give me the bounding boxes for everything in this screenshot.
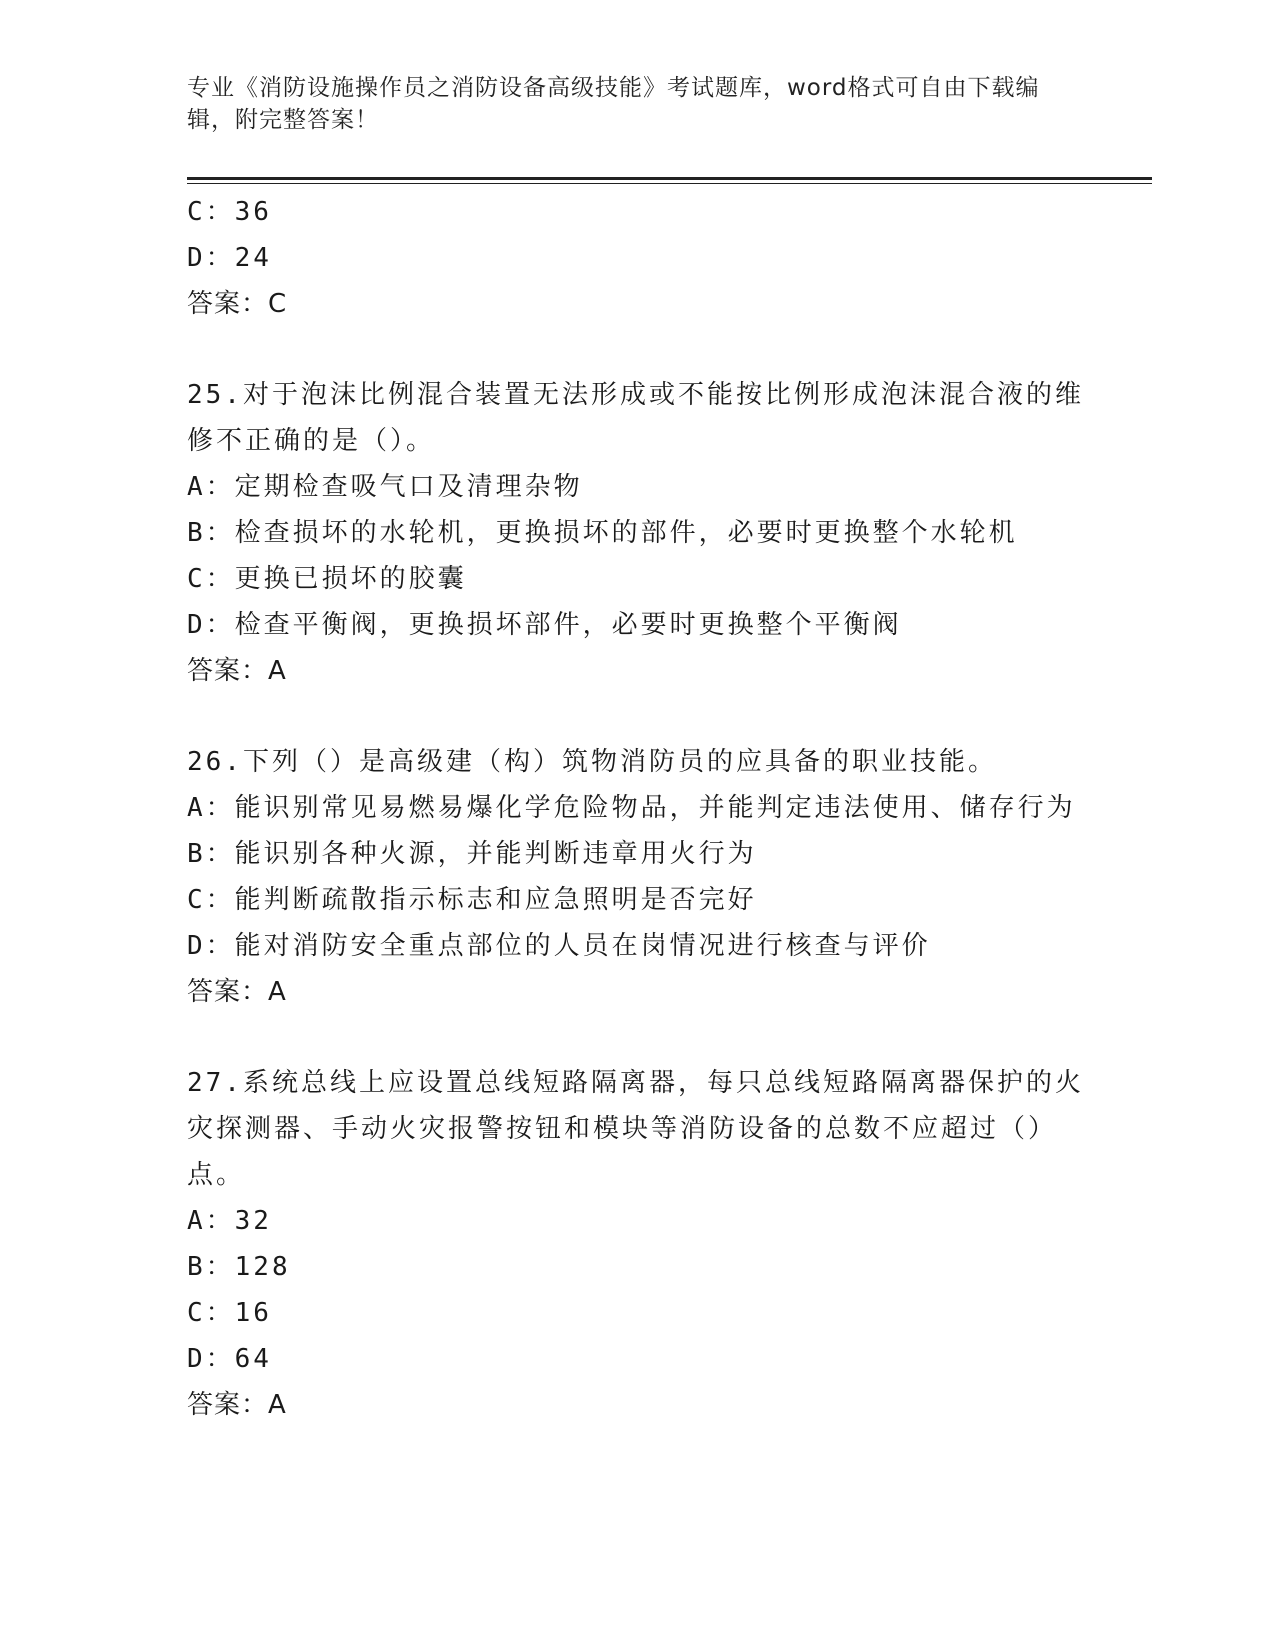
question-27: [187, 1060, 1087, 1428]
question-26: [187, 739, 1087, 1015]
header-line-2: 辑，附完整答案！: [187, 107, 379, 133]
option-a: A：定期检查吸气口及清理杂物: [187, 472, 583, 502]
question-text-line: 修不正确的是（）。: [187, 426, 436, 456]
question-25: [187, 372, 1087, 694]
answer-line: 答案：A: [187, 977, 287, 1007]
option-a: A：能识别常见易燃易爆化学危险物品，并能判定违法使用、储存行为: [187, 793, 1076, 823]
question-text-line: 点。: [187, 1160, 246, 1190]
option-a: A：32: [187, 1206, 272, 1236]
question-text-line: 灾探测器、手动火灾报警按钮和模块等消防设备的总数不应超过（）: [187, 1114, 1058, 1144]
answer-line: 答案：C: [187, 289, 288, 319]
header-divider-thick: [187, 177, 1152, 180]
previous-question-tail: [187, 189, 1087, 327]
option-d: D：能对消防安全重点部位的人员在岗情况进行核查与评价: [187, 931, 931, 961]
option-c: C：能判断疏散指示标志和应急照明是否完好: [187, 885, 757, 915]
option-d: D：检查平衡阀，更换损坏部件，必要时更换整个平衡阀: [187, 610, 902, 640]
question-text-line: 27.系统总线上应设置总线短路隔离器，每只总线短路隔离器保护的火: [187, 1068, 1084, 1098]
question-text-line: 26.下列（）是高级建（构）筑物消防员的应具备的职业技能。: [187, 747, 997, 777]
answer-line: 答案：A: [187, 1390, 287, 1420]
option-b: B：128: [187, 1252, 291, 1282]
question-content: [187, 189, 1087, 1428]
option-d: D：24: [187, 243, 272, 273]
header-divider-thin: [187, 183, 1152, 184]
option-b: B：能识别各种火源，并能判断违章用火行为: [187, 839, 757, 869]
option-c: C：36: [187, 197, 272, 227]
spacer: [187, 327, 1087, 372]
question-text-line: 25.对于泡沫比例混合装置无法形成或不能按比例形成泡沫混合液的维: [187, 380, 1084, 410]
spacer: [187, 1015, 1087, 1060]
header-line-1: 专业《消防设施操作员之消防设备高级技能》考试题库，word格式可自由下载编: [187, 75, 1040, 101]
option-b: B：检查损坏的水轮机，更换损坏的部件，必要时更换整个水轮机: [187, 518, 1018, 548]
option-c: C：更换已损坏的胶囊: [187, 564, 467, 594]
answer-line: 答案：A: [187, 656, 287, 686]
spacer: [187, 694, 1087, 739]
option-d: D：64: [187, 1344, 272, 1374]
document-header: [187, 72, 1067, 136]
option-c: C：16: [187, 1298, 272, 1328]
